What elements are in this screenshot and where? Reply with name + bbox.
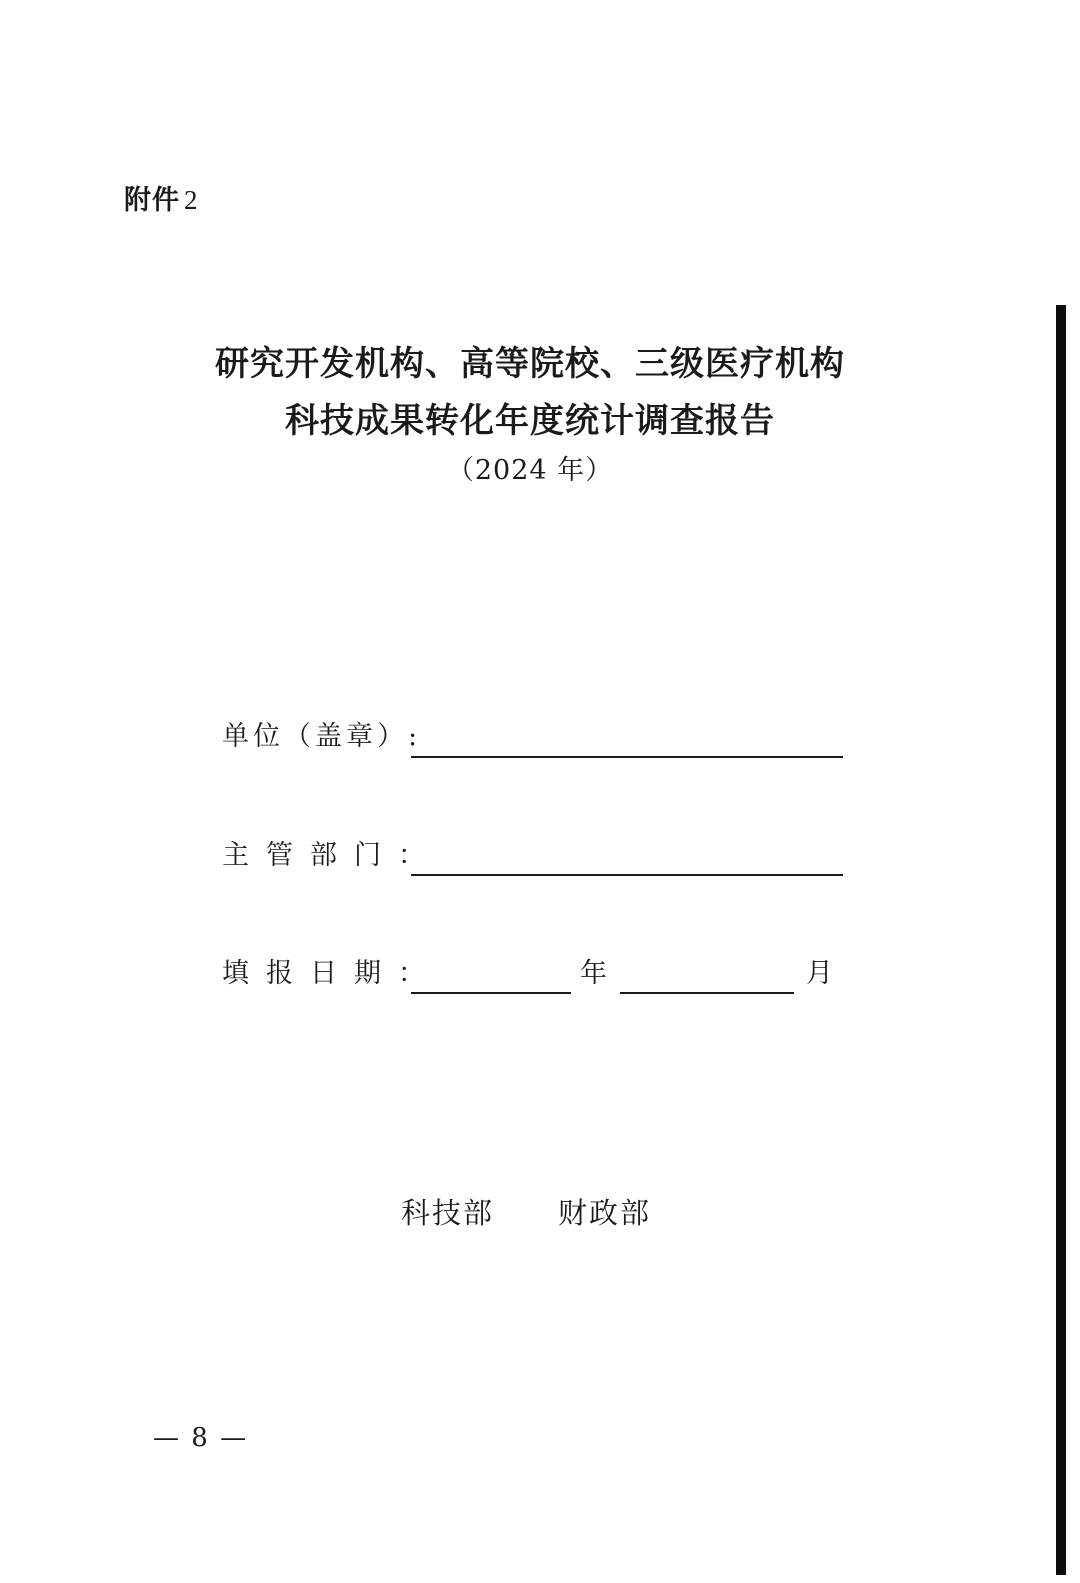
issuer-ministry-of-science: 科技部 xyxy=(401,1196,495,1230)
attachment-label-text: 附件 xyxy=(124,185,180,216)
attachment-number: 2 xyxy=(184,185,199,215)
year-field[interactable] xyxy=(411,992,571,994)
month-word: 月 xyxy=(806,958,833,989)
report-year: （2024 年） xyxy=(446,455,614,486)
year-word: 年 xyxy=(580,958,607,989)
page-number: — 8 — xyxy=(153,1423,249,1453)
fill-date-label: 填报日期： xyxy=(222,958,442,989)
unit-field[interactable] xyxy=(411,756,843,758)
attachment-label xyxy=(124,178,199,217)
issuer-ministry-of-finance: 财政部 xyxy=(558,1196,652,1230)
unit-label: 单位（盖章）: xyxy=(222,721,422,752)
month-field[interactable] xyxy=(620,992,794,994)
department-field[interactable] xyxy=(411,874,843,876)
page-edge-shadow xyxy=(1056,305,1066,1575)
department-label: 主管部门： xyxy=(222,840,442,871)
report-title-line-2: 科技成果转化年度统计调查报告 xyxy=(285,401,775,441)
report-title-line-1: 研究开发机构、高等院校、三级医疗机构 xyxy=(215,344,845,384)
